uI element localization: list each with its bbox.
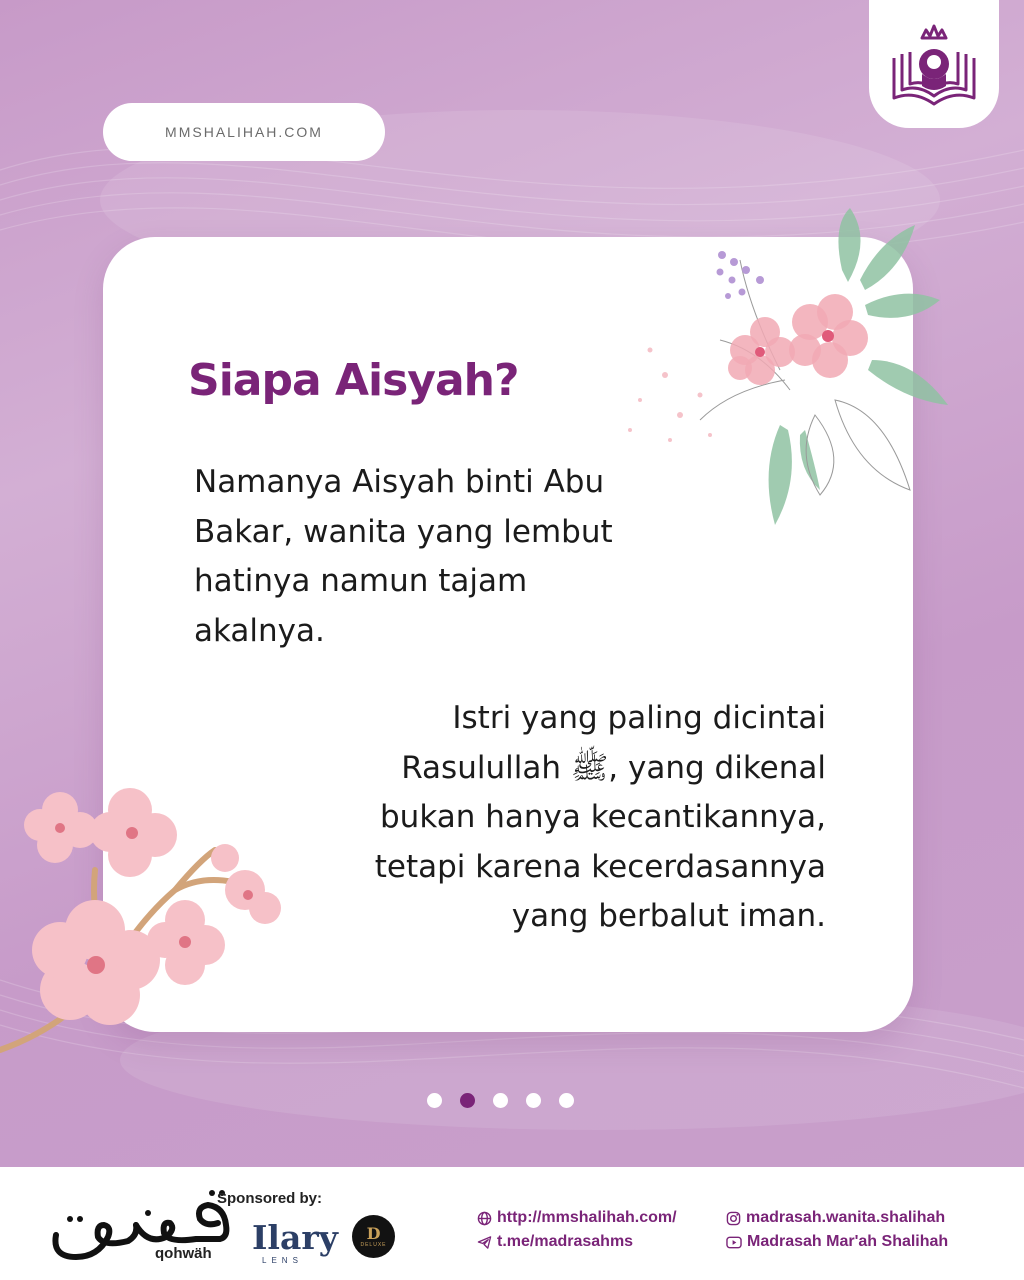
youtube-link[interactable] <box>726 1233 948 1251</box>
instagram-link[interactable] <box>726 1209 945 1227</box>
pagination-dot[interactable] <box>559 1093 574 1108</box>
instagram-icon <box>726 1211 741 1226</box>
carousel-pagination <box>427 1093 574 1108</box>
crown-book-logo-icon <box>880 14 988 114</box>
youtube-icon <box>726 1235 742 1250</box>
sponsored-label: Sponsored by: <box>217 1190 323 1207</box>
pagination-dot[interactable] <box>427 1093 442 1108</box>
intro-paragraph: Namanya Aisyah binti Abu Bakar, wanita yang lembut hatinya namun tajam akalnya. <box>194 464 613 649</box>
youtube-channel: Madrasah Mar'ah Shalihah <box>747 1233 949 1250</box>
deluxe-wordmark: DELUXE <box>360 1241 387 1248</box>
brand-logo <box>869 0 999 128</box>
deluxe-mark: D <box>366 1223 381 1243</box>
qohwah-wordmark: qohwäh <box>155 1245 212 1262</box>
pagination-dot[interactable] <box>526 1093 541 1108</box>
website-pill: MMSHALIHAH.COM <box>103 103 385 161</box>
instagram-handle: madrasah.wanita.shalihah <box>746 1209 946 1226</box>
website-url: http://mmshalihah.com/ <box>497 1209 677 1226</box>
telegram-url: t.me/madrasahms <box>497 1233 634 1250</box>
pagination-dot[interactable] <box>493 1093 508 1108</box>
website-link[interactable] <box>477 1209 677 1227</box>
telegram-link[interactable] <box>477 1233 633 1251</box>
telegram-icon <box>477 1235 492 1250</box>
globe-icon <box>477 1211 492 1226</box>
deluxe-logo <box>352 1215 395 1258</box>
pagination-dot-active[interactable] <box>460 1093 475 1108</box>
description-paragraph: Istri yang paling dicintai Rasulullah ﷺ, yang dikenal bukan hanya kecantikannya, tetapi karena kecerdasannya yang berbalut iman. <box>374 700 826 934</box>
floral-decoration-bottom <box>0 780 300 1070</box>
ilary-logo: Ilary <box>252 1218 338 1257</box>
page-title: Siapa Aisyah? <box>188 355 519 406</box>
ilary-subtitle: LENS <box>262 1256 303 1265</box>
